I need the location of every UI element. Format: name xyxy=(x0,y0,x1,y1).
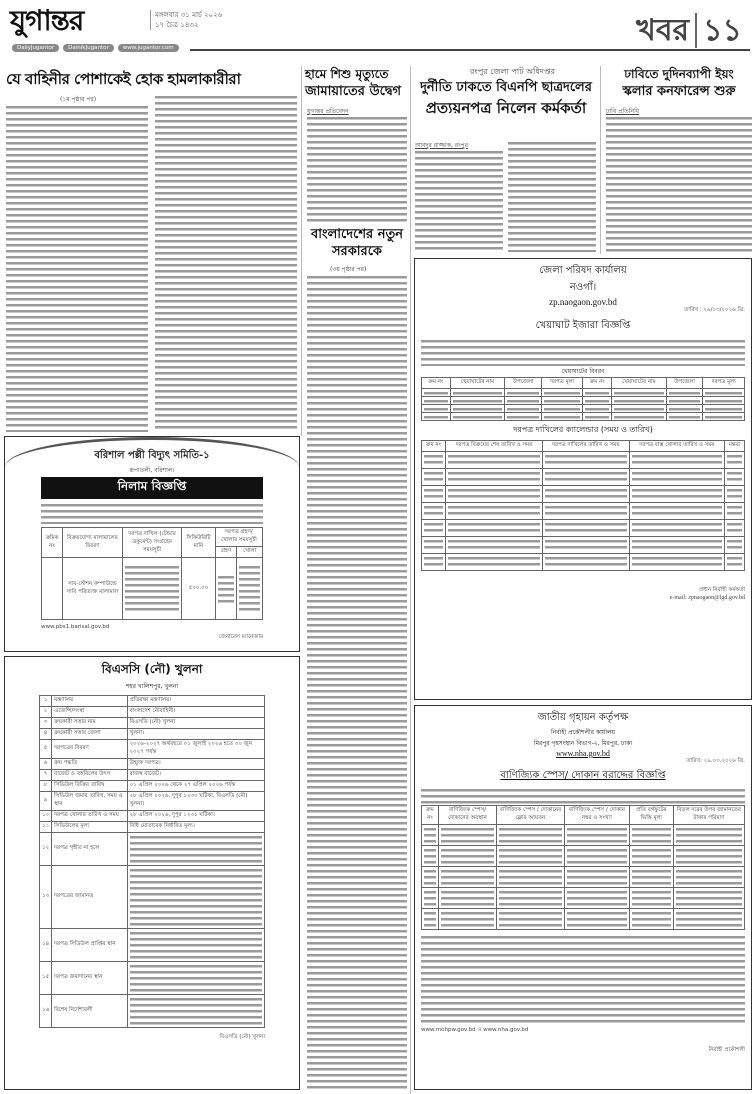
table-row xyxy=(422,867,745,888)
table-row xyxy=(40,811,265,822)
col-header: বিড়ল দরের উপর জামানতের টাকার পরিমাণ xyxy=(673,806,744,825)
tender-table xyxy=(39,695,265,1028)
table-cell xyxy=(438,867,496,888)
table-row xyxy=(422,554,745,571)
table-cell: ১৩ xyxy=(40,866,52,929)
story4-body xyxy=(606,115,752,252)
table-cell xyxy=(629,867,673,888)
bsc-navy-khulna-tender-ad xyxy=(4,656,300,1090)
col-header: উপজেলা xyxy=(505,378,542,389)
table-cell xyxy=(445,554,542,571)
twitter-link[interactable]: DailyJugantor xyxy=(12,44,59,52)
table-cell xyxy=(438,846,496,867)
table-cell xyxy=(703,405,745,413)
table-cell xyxy=(564,888,629,909)
story1-headline: যে বাহিনীর পোশাকেই হোক হামলাকারীরা xyxy=(6,70,241,88)
col-header: ক্রম নং xyxy=(422,378,451,389)
header-row xyxy=(422,441,745,452)
table-cell xyxy=(542,413,583,421)
story4-headline-line2: স্কলার কনফারেন্স শুরু xyxy=(622,84,736,99)
ad-date: তারিখ : ২৯/০৩/২০২৬ খ্রি: xyxy=(684,307,745,313)
newspaper-logo: যুগান্তর xyxy=(10,4,84,37)
table-cell xyxy=(422,825,439,846)
table-cell: ক্রয় পদ্ধতি xyxy=(52,759,127,770)
table-row xyxy=(40,770,265,781)
table-cell: ১ xyxy=(40,696,52,707)
ad-date: তারিখ: ২৯.০৩.২০২৬ খ্রি. xyxy=(686,758,745,764)
table-cell xyxy=(422,554,446,571)
table-cell xyxy=(725,486,745,503)
col-header: দরপত্র গ্রহণ/খোলার সময়সূচী xyxy=(215,528,262,547)
table-cell xyxy=(673,867,744,888)
table-cell: ৬ xyxy=(40,759,52,770)
story3-kicker: রংপুর জেলা পাট অধিদপ্তর xyxy=(470,67,555,76)
ad-website[interactable]: zp.naogaon.gov.bd xyxy=(549,297,617,307)
table-row xyxy=(40,718,265,729)
story3-body-col2 xyxy=(508,140,596,252)
cell-text xyxy=(130,963,262,993)
table-cell xyxy=(564,825,629,846)
table-cell xyxy=(629,846,673,867)
header-row xyxy=(422,378,745,389)
ad-title: নিলাম বিজ্ঞপ্তি xyxy=(41,477,263,499)
ad-intro-text xyxy=(421,338,745,366)
table-cell: ১৬ xyxy=(40,995,52,1028)
table-cell xyxy=(666,413,703,421)
table-cell xyxy=(673,846,744,867)
table-row xyxy=(422,537,745,554)
table-cell: উন্মুক্ত দরপত্র। xyxy=(127,759,264,770)
column-divider xyxy=(301,66,302,436)
table-row xyxy=(40,792,265,811)
table-cell: সিডিউল জমার তারিখ, সময় ও স্থান xyxy=(52,792,127,811)
table-cell: ৪ xyxy=(40,729,52,740)
table-cell: দরপত্র জমাদানের স্থান xyxy=(52,962,127,995)
table-row xyxy=(422,469,745,486)
ad-terms-text xyxy=(421,934,745,1024)
table-cell: ৩ xyxy=(40,718,52,729)
table-cell xyxy=(629,469,725,486)
table-row xyxy=(422,452,745,469)
table-cell xyxy=(422,909,439,930)
story5-headline-line2: সরকারকে xyxy=(331,244,383,259)
table-cell: বিএসডি (নৌ) খুলনা xyxy=(127,718,264,729)
col-header: বাণিজ্যিক স্পেস / দোকানের ফ্লোর আয়তন xyxy=(496,806,564,825)
ad-address: মিরপুর গৃহসংস্থান বিভাগ-২, মিরপুর, ঢাকা xyxy=(533,740,633,747)
table-row xyxy=(422,405,745,413)
table-cell xyxy=(725,503,745,520)
col-header: ক্রম নং xyxy=(583,378,612,389)
table-cell: ১০ xyxy=(40,811,52,822)
table-cell xyxy=(438,909,496,930)
table-cell: ৭ xyxy=(40,770,52,781)
col-header: দরপত্র দাখিল (টেন্ডার ডকুমেন্ট) সংগ্রহের সময়সূচী xyxy=(122,528,181,558)
table-cell xyxy=(422,520,446,537)
ad-org-name: বিএসসি (নৌ) খুলনা xyxy=(101,662,203,676)
table-cell xyxy=(611,389,666,397)
ad-office: জেলা পরিষদ কার্যালয় xyxy=(539,265,627,276)
table-cell xyxy=(564,909,629,930)
table-cell xyxy=(445,486,542,503)
col-header: গ্রহণ xyxy=(215,547,237,558)
table-cell xyxy=(673,909,744,930)
ad-website[interactable]: www.pbs1.barisal.gov.bd xyxy=(41,624,110,630)
table-cell xyxy=(543,520,630,537)
date-bangla: ১৭ চৈত্র ১৪৩২ xyxy=(155,21,199,29)
ad-signoff: জেনারেল ম্যানেজার xyxy=(218,634,263,640)
table-cell xyxy=(673,825,744,846)
table-row xyxy=(40,729,265,740)
story4-headline-line1: ঢাবিতে দুদিনব্যাপী ইয়ং xyxy=(624,67,734,81)
story5-headline-line1: বাংলাদেশের নতুন xyxy=(311,227,403,242)
ad-district: নওগাঁ। xyxy=(569,282,597,293)
table-cell xyxy=(450,413,505,421)
table-row xyxy=(40,962,265,995)
table-row xyxy=(422,486,745,503)
table-cell xyxy=(450,397,505,405)
table-cell xyxy=(422,397,451,405)
table-cell xyxy=(445,520,542,537)
item-cell: সাব-স্টেশন কম্পাউন্ডে সাবি পরিত্যক্ত মালামাল xyxy=(62,558,122,620)
table-cell: ক্রয়কারী সত্তার নাম xyxy=(52,718,127,729)
ad-website[interactable]: www.nha.gov.bd xyxy=(556,749,610,758)
table-row xyxy=(422,397,745,405)
table-row xyxy=(40,866,265,929)
table-cell xyxy=(629,825,673,846)
table-cell: রাজস্ব বাজেট। xyxy=(127,770,264,781)
table-cell: ৯ xyxy=(40,792,52,811)
table-row xyxy=(422,825,745,846)
table-cell: ১১ xyxy=(40,822,52,833)
table-cell xyxy=(422,413,451,421)
table-cell xyxy=(583,389,612,397)
page-number: ১১ xyxy=(695,13,742,48)
table-cell xyxy=(127,962,264,995)
commercial-space-table xyxy=(421,805,745,930)
table-row xyxy=(40,781,265,792)
col-header: দরপত্র দাখিলের তারিখ ও সময় xyxy=(543,441,630,452)
table-cell xyxy=(666,389,703,397)
table-cell xyxy=(543,486,630,503)
story2-headline-line2: জামায়াতের উদ্বেগ xyxy=(305,84,402,99)
table-cell xyxy=(543,554,630,571)
table-row xyxy=(422,888,745,909)
table-cell xyxy=(422,867,439,888)
table-cell xyxy=(438,888,496,909)
table-cell xyxy=(564,846,629,867)
social-links xyxy=(12,44,179,52)
table-row xyxy=(40,995,265,1028)
ad-office: নির্বাহী প্রকৌশলীর কার্যালয় xyxy=(550,729,616,736)
table-cell xyxy=(629,486,725,503)
table-cell xyxy=(496,825,564,846)
table-row xyxy=(40,759,265,770)
table-cell xyxy=(629,537,725,554)
table-cell xyxy=(725,469,745,486)
table-row xyxy=(422,503,745,520)
table-cell xyxy=(127,833,264,866)
issue-date xyxy=(150,10,222,30)
table-cell xyxy=(666,397,703,405)
table-row xyxy=(422,413,745,421)
story3-byline: আবদুর রাজ্জাক, রংপুর xyxy=(415,142,469,149)
col-header: বিক্রয়যোগ্য মালামালের বিবরণ xyxy=(62,528,122,558)
col-header: দরপত্র মূল্য xyxy=(542,378,583,389)
col-header: খোলা xyxy=(237,547,263,558)
table-cell: ৮ xyxy=(40,781,52,792)
header-row xyxy=(422,806,745,825)
table-cell xyxy=(725,554,745,571)
table-cell: প্রতিরক্ষা মন্ত্রণালয়। xyxy=(127,696,264,707)
cell-text xyxy=(130,996,262,1026)
table-cell xyxy=(611,405,666,413)
table-cell xyxy=(673,888,744,909)
ad-org-name: বরিশাল পল্লী বিদ্যুৎ সমিতি-১ xyxy=(94,450,210,461)
table-row xyxy=(40,707,265,718)
table-cell xyxy=(629,909,673,930)
table-cell xyxy=(505,397,542,405)
story4-byline: ঢাবি প্রতিনিধি xyxy=(606,108,640,115)
col-header: সিকিউরিটি মানি xyxy=(182,528,215,558)
table-cell: ১৫ xyxy=(40,962,52,995)
section-name: খবর xyxy=(636,13,690,48)
table-cell xyxy=(127,929,264,962)
table-cell xyxy=(445,503,542,520)
nha-commercial-space-ad xyxy=(414,705,752,1090)
table-cell: ক্রয়কারী সত্তার জেলা xyxy=(52,729,127,740)
col-header: মন্তব্য xyxy=(725,441,745,452)
table2-title: দরপত্র দাখিলের ক্যালেন্ডার (সময় ও তারিখ) xyxy=(513,425,653,434)
section-title xyxy=(636,6,742,57)
ad-signoff: বিএসডি (নৌ) খুলনা xyxy=(219,1034,265,1040)
table-row xyxy=(40,929,265,962)
table-cell xyxy=(422,452,446,469)
table-cell xyxy=(496,888,564,909)
table-cell xyxy=(422,486,446,503)
website-link[interactable]: www.jugantor.com xyxy=(118,44,179,52)
table1-title: খেয়াঘাটের বিবরণ xyxy=(561,368,605,375)
table-row xyxy=(422,846,745,867)
table-cell xyxy=(543,503,630,520)
table-cell xyxy=(542,397,583,405)
table-cell: দরপত্রের জামানত xyxy=(52,866,127,929)
tender-calendar-table xyxy=(421,440,745,571)
ad-signoff: নির্বাহী প্রকৌশলী xyxy=(708,1047,745,1053)
table-cell: ২৮ এপ্রিল ২০২৬, দুপুর ১২৩১ ঘটিকা। xyxy=(127,811,264,822)
table-cell xyxy=(629,452,725,469)
col-header: ক্রম নং xyxy=(422,806,439,825)
table-cell xyxy=(422,537,446,554)
table-cell: এজেন্সি/সংস্থা xyxy=(52,707,127,718)
ad-org-name: জাতীয় গৃহায়ন কর্তৃপক্ষ xyxy=(537,712,629,723)
col-header: দরপত্র বাক্স খোলার তারিখ ও সময় xyxy=(629,441,725,452)
table-cell xyxy=(438,825,496,846)
col-header: প্রতি বর্গফুটের ভিত্তি মূল্য xyxy=(629,806,673,825)
table-cell: ০১ এপ্রিল ২০২৬ থেকে ২৭ এপ্রিল ২০২৬ পর্যন্ত xyxy=(127,781,264,792)
table-cell xyxy=(505,389,542,397)
table-cell xyxy=(583,413,612,421)
table-cell: ২ xyxy=(40,707,52,718)
table-cell xyxy=(703,413,745,421)
table-cell xyxy=(450,389,505,397)
story3-headline-line1: দুর্নীতি ঢাকতে বিএনপি ছাত্রদলের xyxy=(420,80,592,95)
cell-text xyxy=(130,930,262,960)
ad-email[interactable]: e-mail: zpnaogaon@lgd.gov.bd xyxy=(669,595,745,601)
story4-headline xyxy=(604,66,754,100)
table-cell: বাজেট ও তহবিলের উৎস xyxy=(52,770,127,781)
zp-naogaon-ferry-lease-ad xyxy=(414,258,752,700)
table-cell xyxy=(543,452,630,469)
table-cell xyxy=(725,520,745,537)
column-divider xyxy=(600,66,601,254)
col-header: দরপত্র মূল্য xyxy=(703,378,745,389)
table-cell: দরপত্র গৃহীত না হলে xyxy=(52,833,127,866)
table-cell: খুলনা। xyxy=(127,729,264,740)
ad-intro-text xyxy=(421,787,745,805)
table-cell xyxy=(505,405,542,413)
table-cell xyxy=(496,867,564,888)
security-cell: ৫০০.০০ xyxy=(182,558,215,620)
table-cell: ১২ xyxy=(40,833,52,866)
table-cell: মন্ত্রণালয় xyxy=(52,696,127,707)
story2-headline xyxy=(305,66,401,100)
table-cell: ৫ xyxy=(40,740,52,759)
ad-title: খেয়াঘাট ইজারা বিজ্ঞপ্তি xyxy=(535,320,631,331)
table-cell xyxy=(703,389,745,397)
story5-continued: (৩য় পৃষ্ঠার পর) xyxy=(330,266,367,273)
table-cell xyxy=(496,909,564,930)
table-cell: ১৪ xyxy=(40,929,52,962)
table-cell xyxy=(542,405,583,413)
table-row xyxy=(422,389,745,397)
table-cell: দরপত্র সিডিউল প্রাপ্তির স্থান xyxy=(52,929,127,962)
story2-byline: যুগান্তর প্রতিবেদন xyxy=(307,108,349,115)
table-cell: ২৮ এপ্রিল ২০২৬, দুপুর ১২৩০ ঘটিকা, বিএসডি (নৌ) খুলনা। xyxy=(127,792,264,811)
col-header: ক্রমিক নং xyxy=(42,528,63,558)
table-row xyxy=(40,740,265,759)
story1-body-col1 xyxy=(6,104,148,432)
col-header: উপজেলা xyxy=(666,378,703,389)
table-cell xyxy=(422,469,446,486)
table-row xyxy=(40,696,265,707)
story5-headline xyxy=(307,226,407,260)
col-header: বাণিজ্যিক স্পেস/দোকানের অবস্থান xyxy=(438,806,496,825)
story1-body-col2 xyxy=(155,94,297,432)
table-cell: সিডিউল বিক্রির তারিখ xyxy=(52,781,127,792)
table-cell xyxy=(564,867,629,888)
table-cell xyxy=(629,520,725,537)
col-header: দরপত্র বিক্রয়ের শেষ তারিখ ও সময় xyxy=(445,441,542,452)
table-cell xyxy=(450,405,505,413)
story2-headline-line1: হামে শিশু মৃত্যুতে xyxy=(305,67,389,81)
table-cell xyxy=(629,503,725,520)
table-cell xyxy=(422,846,439,867)
table-cell: বিধি মোতাবেক নির্ধারিত মূল্য। xyxy=(127,822,264,833)
ad-org-location: রূপাতলী, বরিশাল। xyxy=(129,467,175,474)
table-cell xyxy=(666,405,703,413)
table-cell xyxy=(583,397,612,405)
table-cell xyxy=(422,405,451,413)
date-gregorian: মঙ্গলবার ৩১ মার্চ ২০২৬ xyxy=(155,11,223,19)
story3-body-col1 xyxy=(415,149,503,252)
ad-footer-sites[interactable]: www.mohpw.gov.bd ও www.nha.gov.bd xyxy=(421,1027,529,1033)
col-header: খেয়াঘাটের নাম xyxy=(450,378,505,389)
ad-intro-text xyxy=(41,502,263,524)
table-cell xyxy=(445,469,542,486)
story5-body xyxy=(307,274,407,1090)
table-cell xyxy=(422,503,446,520)
table-cell xyxy=(422,389,451,397)
table-row xyxy=(40,822,265,833)
barishal-pbs-auction-ad xyxy=(4,436,300,652)
cell-text xyxy=(130,834,262,864)
table-cell xyxy=(611,397,666,405)
ferry-ghat-table xyxy=(421,377,745,421)
table-cell xyxy=(543,537,630,554)
table-cell xyxy=(703,397,745,405)
table-cell xyxy=(505,413,542,421)
table-cell: সিডিউলের মূল্য xyxy=(52,822,127,833)
table-cell: দরপত্রের বিবরণ xyxy=(52,740,127,759)
table-cell xyxy=(543,469,630,486)
table-row xyxy=(422,520,745,537)
table-cell: বাংলাদেশ নৌবাহিনী। xyxy=(127,707,264,718)
story2-body xyxy=(307,115,407,223)
col-header: খেয়াঘাটের নাম xyxy=(611,378,666,389)
table-cell xyxy=(725,537,745,554)
table-cell xyxy=(127,995,264,1028)
table-cell xyxy=(629,888,673,909)
table-cell xyxy=(445,537,542,554)
auction-table xyxy=(41,527,263,620)
story3-headline xyxy=(414,78,598,118)
col-header: ক্রম নং xyxy=(422,441,446,452)
table-cell: বিশেষ নির্দেশাবলী xyxy=(52,995,127,1028)
table-cell: দরপত্র খোলার তারিখ ও সময় xyxy=(52,811,127,822)
col-header: বাণিজ্যিক স্পেস / দোকান নম্বর ও সংখ্যা xyxy=(564,806,629,825)
ad-signoff: প্রধান নির্বাহী কর্মকর্তা xyxy=(698,587,745,593)
table-cell xyxy=(496,846,564,867)
table-cell xyxy=(422,888,439,909)
facebook-link[interactable]: DainikJugantor xyxy=(63,44,114,52)
table-cell xyxy=(725,452,745,469)
table-cell: ২০২৬-২০২৭ অর্থবছরে ০১ জুলাই ২০২৬ হতে ৩০ জুন ২০২৭ পর্যন্ত xyxy=(127,740,264,759)
table-cell xyxy=(542,389,583,397)
table-cell xyxy=(629,554,725,571)
ad-org-location: শহর খালিশপুর, খুলনা xyxy=(125,683,179,690)
story1-continued: (১ম পৃষ্ঠার পর) xyxy=(60,96,97,103)
table-row xyxy=(40,833,265,866)
story3-headline-line2: প্রত্যয়নপত্র নিলেন কর্মকর্তা xyxy=(425,99,587,117)
ad-title: বাণিজ্যিক স্পেস/ দোকান বরাদ্দের বিজ্ঞপ্তি xyxy=(500,770,666,781)
table-row xyxy=(422,909,745,930)
table-cell xyxy=(611,413,666,421)
cell-text xyxy=(130,867,262,927)
table-cell xyxy=(445,452,542,469)
table-cell xyxy=(127,866,264,929)
table-cell xyxy=(583,405,612,413)
column-divider xyxy=(410,66,411,1094)
